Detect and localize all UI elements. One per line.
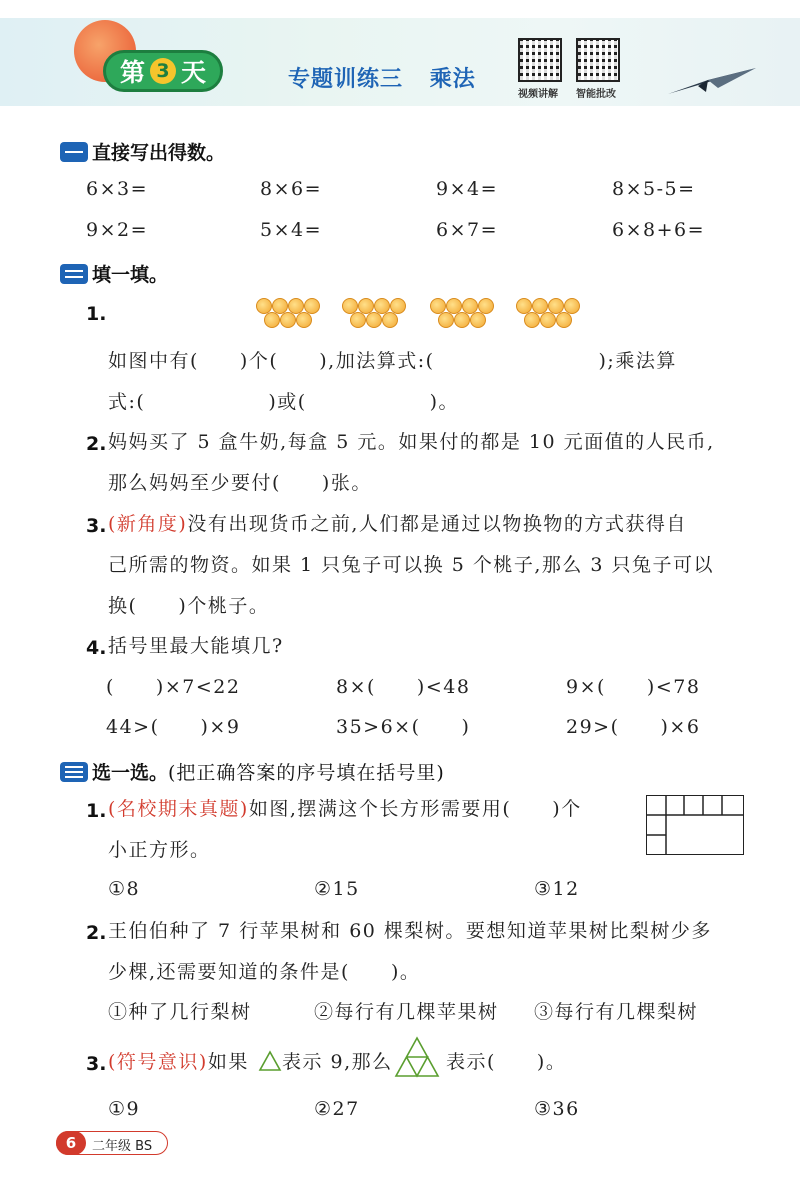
option-item: ③36 <box>534 1098 580 1120</box>
option-item: ③每行有几棵梨树 <box>534 1001 699 1023</box>
inequality-item: 44>( )×9 <box>106 716 241 738</box>
coin-group-image <box>342 298 412 338</box>
calc-item: 8×5-5= <box>612 178 696 200</box>
coin-group-image <box>256 298 326 338</box>
inequality-item: ( )×7<22 <box>106 676 241 698</box>
calc-item: 6×3= <box>86 178 149 200</box>
section3-title: 选一选。 <box>92 762 169 784</box>
qr-label-video: 视频讲解 <box>518 89 558 100</box>
calc-item: 6×8+6= <box>612 219 706 241</box>
q-text-part: 表示( )。 <box>446 1051 567 1073</box>
q-text-part: 如果 <box>207 1051 249 1073</box>
question-number: 1. <box>86 303 107 325</box>
rectangle-grid-figure <box>646 795 744 855</box>
page-number: 6 <box>56 1131 86 1155</box>
qr-code-video[interactable] <box>518 38 562 100</box>
topic-title <box>288 62 476 93</box>
q-text: 王伯伯种了 7 行苹果树和 60 棵梨树。要想知道苹果树比梨树少多 <box>108 920 712 942</box>
question-number: 2. <box>86 922 107 944</box>
section2-title: 填一填。 <box>92 264 169 286</box>
qr-code-icon <box>518 38 562 82</box>
question-number: 3. <box>86 515 107 537</box>
calc-item: 6×7= <box>436 219 499 241</box>
q-text-part: 没有出现货币之前,人们都是通过以物换物的方式获得自 <box>187 513 687 535</box>
inequality-item: 35>6×( ) <box>336 716 471 738</box>
paper-plane-icon <box>668 56 758 96</box>
q-text: 括号里最大能填几? <box>108 635 284 657</box>
day-prefix: 第 <box>119 58 145 87</box>
q-text: 如图中有( )个( ),加法算式:( );乘法算 <box>108 350 677 372</box>
calc-item: 8×6= <box>260 178 323 200</box>
section1-heading <box>60 138 225 165</box>
coin-group-image <box>430 298 500 338</box>
option-item: ②15 <box>314 878 360 900</box>
q-text <box>108 1053 249 1072</box>
option-item: ②27 <box>314 1098 360 1120</box>
q-text: 少棵,还需要知道的条件是( )。 <box>108 961 421 983</box>
section-one-icon <box>60 142 88 162</box>
calc-item: 9×2= <box>86 219 149 241</box>
option-item: ①9 <box>108 1098 141 1120</box>
question-number: 3. <box>86 1053 107 1075</box>
section2-heading <box>60 260 168 287</box>
question-number: 4. <box>86 637 107 659</box>
topic-subject: 乘法 <box>429 67 476 92</box>
q-text: 己所需的物资。如果 1 只兔子可以换 5 个桃子,那么 3 只兔子可以 <box>108 554 715 576</box>
calc-item: 5×4= <box>260 219 323 241</box>
option-item: ③12 <box>534 878 580 900</box>
q-text: 换( )个桃子。 <box>108 595 270 617</box>
triangle-group-icon <box>394 1036 440 1078</box>
qr-label-grading: 智能批改 <box>576 89 616 100</box>
q-text: 妈妈买了 5 盒牛奶,每盒 5 元。如果付的都是 10 元面值的人民币, <box>108 431 715 453</box>
section3-note: (把正确答案的序号填在括号里) <box>168 762 445 784</box>
day-badge <box>103 50 223 92</box>
coin-group-image <box>516 298 586 338</box>
question-tag: (名校期末真题) <box>108 798 249 820</box>
inequality-item: 8×( )<48 <box>336 676 471 698</box>
question-number: 2. <box>86 433 107 455</box>
q-text: 那么妈妈至少要付( )张。 <box>108 472 372 494</box>
calc-item: 9×4= <box>436 178 499 200</box>
section1-title: 直接写出得数。 <box>92 142 226 164</box>
grade-label: 二年级 BS <box>92 1139 153 1154</box>
q-text-part: 表示 9,那么 <box>282 1051 393 1073</box>
option-item: ②每行有几棵苹果树 <box>314 1001 499 1023</box>
qr-code-grading[interactable] <box>576 38 620 100</box>
question-tag: (新角度) <box>108 513 188 535</box>
qr-code-icon <box>576 38 620 82</box>
section-three-icon <box>60 762 88 782</box>
q-text <box>108 800 582 819</box>
question-number: 1. <box>86 800 107 822</box>
inequality-item: 29>( )×6 <box>566 716 701 738</box>
topic-label: 专题训练三 <box>288 67 404 92</box>
q-text: 小正方形。 <box>108 839 211 861</box>
day-suffix: 天 <box>181 58 207 87</box>
q-text-part: 如图,摆满这个长方形需要用( )个 <box>248 798 582 820</box>
q-text <box>108 515 687 534</box>
option-item: ①8 <box>108 878 141 900</box>
question-tag: (符号意识) <box>108 1051 208 1073</box>
triangle-icon <box>258 1050 282 1072</box>
day-number: 3 <box>150 58 176 84</box>
inequality-item: 9×( )<78 <box>566 676 701 698</box>
option-item: ①种了几行梨树 <box>108 1001 252 1023</box>
q-text: 式:( )或( )。 <box>108 391 460 413</box>
section3-heading <box>60 758 445 785</box>
section-two-icon <box>60 264 88 284</box>
